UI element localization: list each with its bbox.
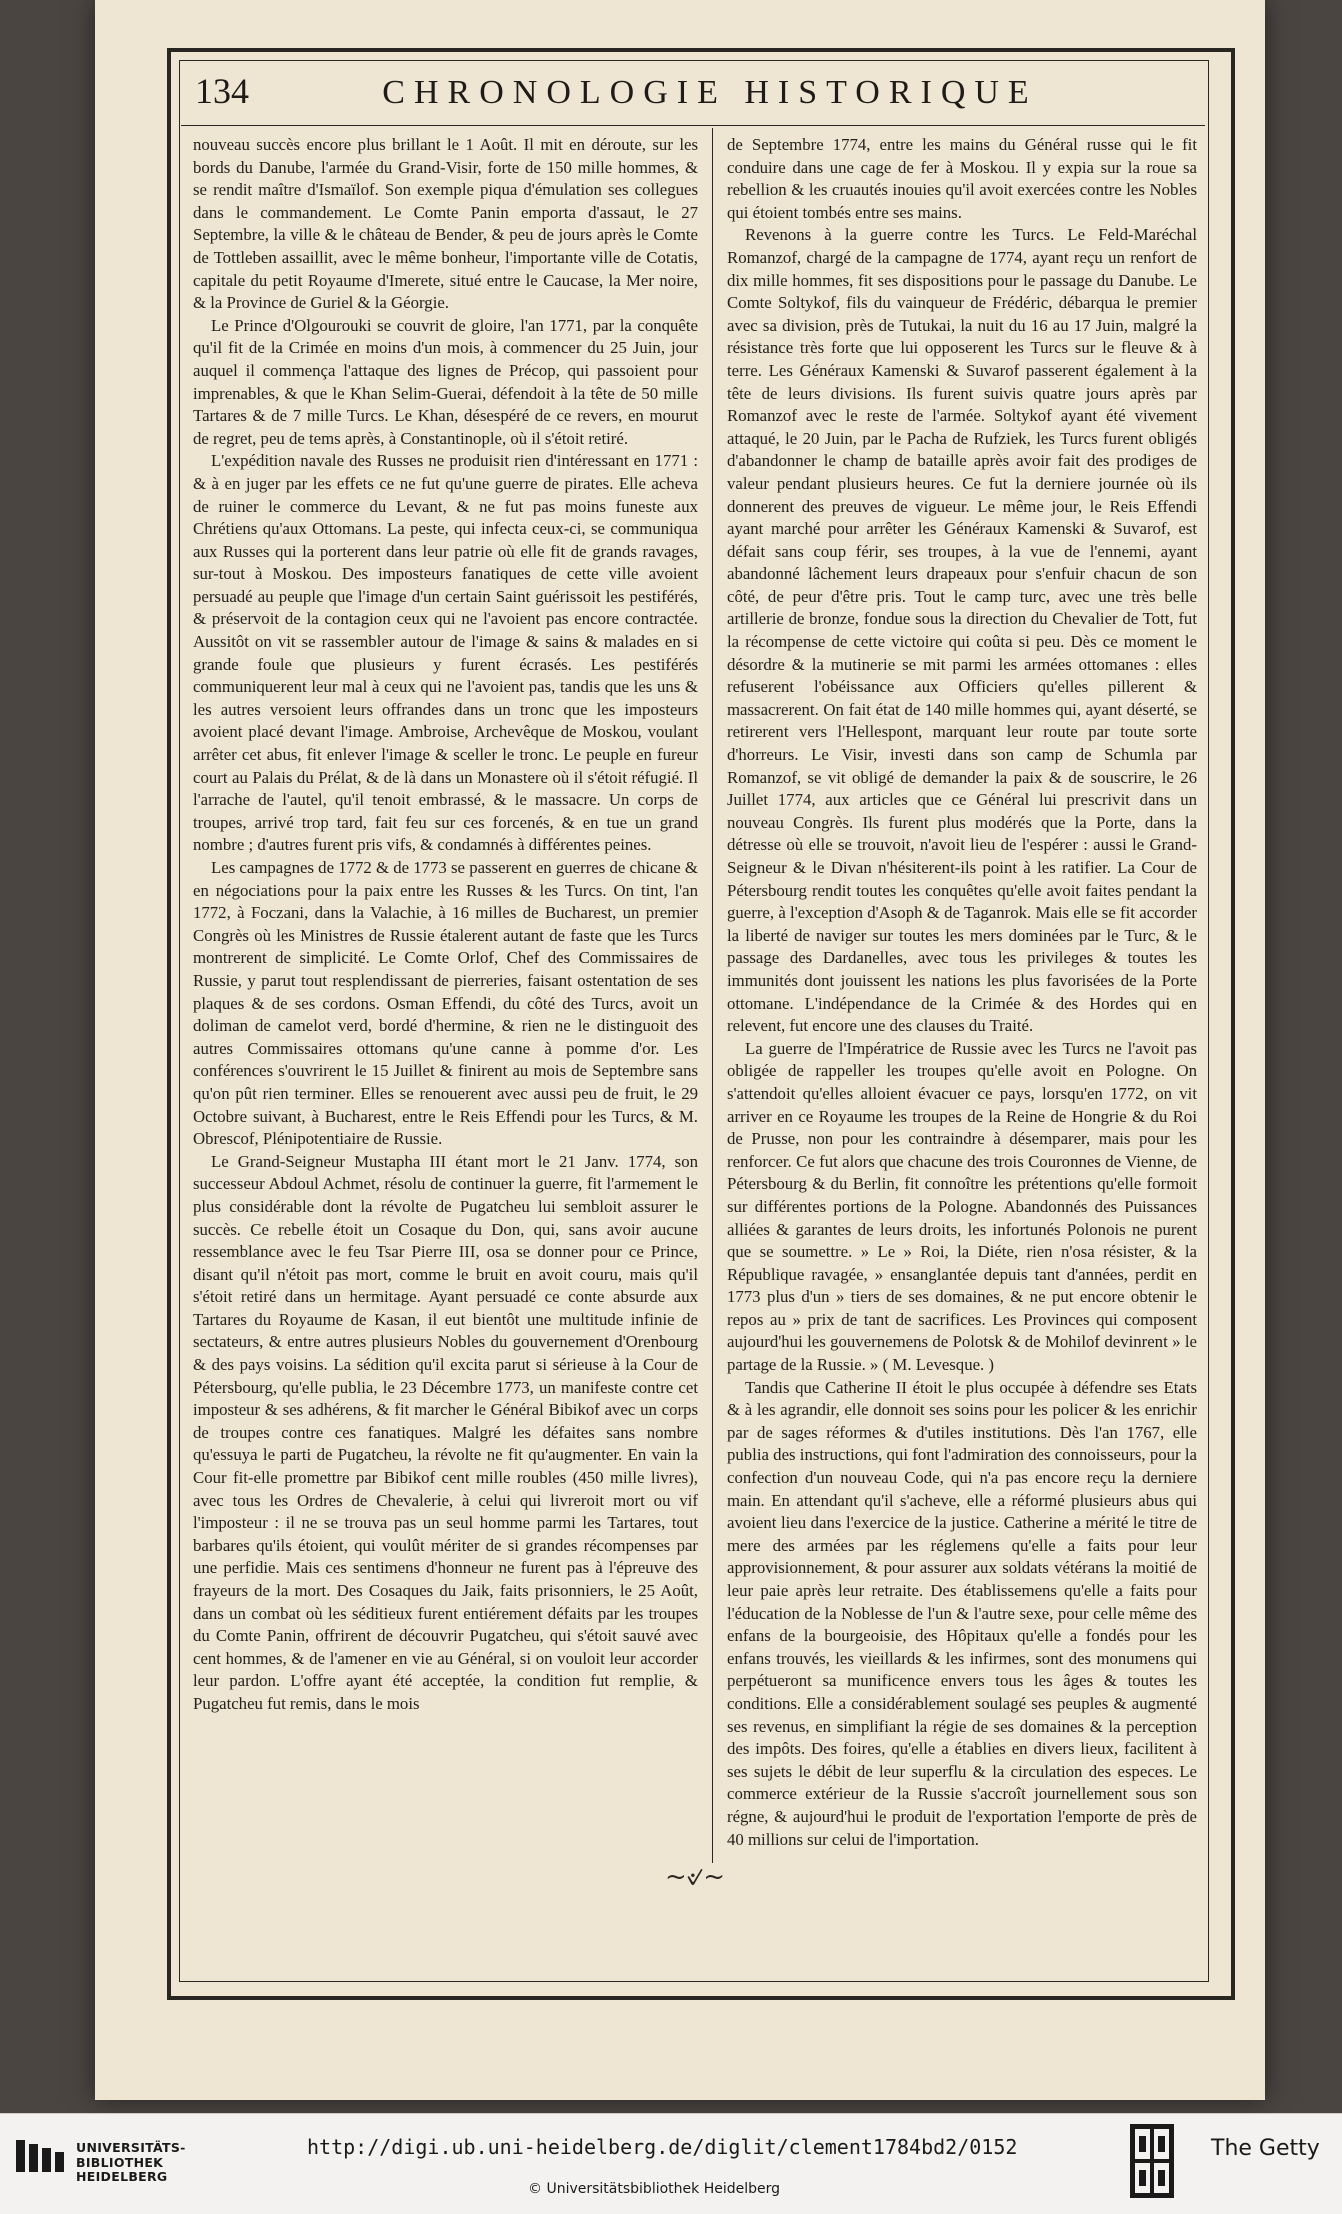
header-rule xyxy=(181,125,1205,126)
scanned-page xyxy=(95,0,1265,2100)
paragraph: L'expédition navale des Russes ne produisit rien d'intéressant en 1771 : & à en juger par les effets ce ne fut qu'une guerre de pirates. Elle acheva de ruiner le commerce du Levant, & ne fut pas moins funeste aux Chrétiens qu'aux Ottomans. La peste, qui infecta ceux-ci, se communiqua aux Russes qui la porterent dans leur patrie où elle fit de grands ravages, sur-tout à Moskou. Des imposteurs fanatiques de cette ville avoient persuadé au peuple que l'image d'un certain Saint guérissoit les pestiférés, & préservoit de la contagion ceux qui ne l'avoient pas encore contractée. Aussitôt on vit se rassembler autour de l'image & sains & malades en si grande foule que plusieurs y furent écrasés. Les pestiférés communiquerent leur mal à ceux qui ne l'avoient pas, tandis que les uns & les autres versoient leurs offrandes dans un tronc que les imposteurs avoient placé devant l'image. Ambroise, Archevêque de Moskou, voulant arrêter cet abus, fit enlever l'image & sceller le tronc. Le peuple en fureur court au Palais du Prélat, & de là dans un Monastere où il s'étoit réfugié. Il l'arrache de l'autel, qu'il tenoit embrassé, & le massacre. Un corps de troupes, arrivé trop tard, fait feu sur ces forcenés, & en tue un grand nombre ; d'autres furent pris vifs, & condamnés à différentes peines. xyxy=(193,451,698,855)
running-head: CHRONOLOGIE HISTORIQUE xyxy=(382,74,1038,111)
paragraph: nouveau succès encore plus brillant le 1 Août. Il mit en déroute, sur les bords du Danube, l'armée du Grand-Visir, forte de 150 mille hommes, & se rendit maître d'Ismaïlof. Son exemple piqua d'émulation ses collegues dans le commandement. Le Comte Panin emporta d'assaut, le 27 Septembre, la ville & le château de Bender, & peu de jours après le Comte de Tottleben assaillit, avec le même bonheur, l'importante ville de Cotatis, capitale du petit Royaume d'Imerete, situé entre le Caucase, la Mer noire, & la Province de Guriel & la Géorgie. xyxy=(193,135,698,313)
left-column xyxy=(193,134,698,1716)
getty-logo-icon xyxy=(1130,2124,1174,2198)
university-library-logo-icon xyxy=(14,2136,70,2176)
document-permalink[interactable]: http://digi.ub.uni-heidelberg.de/diglit/clement1784bd2/0152 xyxy=(307,2135,1018,2159)
paragraph: Le Grand-Seigneur Mustapha III étant mort le 21 Janv. 1774, son successeur Abdoul Achmet, résolu de continuer la guerre, fit l'armement le plus considérable dont la révolte de Pugatcheu lui sembloit assurer le succès. Ce rebelle étoit un Cosaque du Don, qui, sans avoir aucune ressemblance avec le feu Tsar Pierre III, osa se donner pour ce Prince, disant qu'il n'étoit pas mort, comme le bruit en avoit couru, mais qu'il s'étoit retiré dans un hermitage. Ayant persuadé ce conte absurde aux Tartares du Royaume de Kasan, il eut bientôt une multitude infinie de sectateurs, & entre autres plusieurs Nobles du gouvernement d'Orenbourg & des pays voisins. La sédition qu'il excita parut si sérieuse à la Cour de Pétersbourg, qu'elle publia, le 23 Décembre 1773, un manifeste contre cet imposteur & ses adhérens, & fit marcher le Général Bibikof avec un corps de troupes contre ces fanatiques. Malgré les défaites sans nombre qu'essuya le parti de Pugatcheu, la révolte ne fit qu'augmenter. En vain la Cour fit-elle promettre par Bibikof cent mille roubles (450 mille livres), avec tous les Ordres de Chevalerie, à celui qui livreroit mort ou vif l'imposteur : il ne se trouva pas un seul homme parmi les Tartares, tout barbares qu'ils étoient, qui voulût mériter de si grandes récompenses par une perfidie. Mais ces sentimens d'honneur ne furent pas à l'épreuve des frayeurs de la mort. Des Cosaques du Jaik, faits prisonniers, le 25 Août, dans un combat où les séditieux furent entiérement défaits par les troupes du Comte Panin, offrirent de découvrir Pugatcheu, qui s'étoit sauvé avec cent hommes, & de l'amener en vie au Général, si on vouloit leur accorder leur pardon. L'offre ayant été acceptée, la condition fut remplie, & Pugatcheu fut remis, dans le mois xyxy=(193,1151,698,1713)
paragraph: Revenons à la guerre contre les Turcs. Le Feld-Maréchal Romanzof, chargé de la campagne de 1774, ayant reçu un renfort de dix mille hommes, fit ses dispositions pour le passage du Danube. Le Comte Soltykof, fils du vainqueur de Frédéric, débarqua le premier avec sa division, près de Tutukai, la nuit du 16 au 17 Juin, malgré la résistance très forte que lui opposerent les Turcs sur le fleuve & à terre. Les Généraux Kamenski & Suvarof passerent également à la tête de leurs divisions. Ils furent suivis quatre jours après par Romanzof avec le reste de l'armée. Soltykof ayant été vivement attaqué, le 20 Juin, par le Pacha de Rufziek, les Turcs furent obligés d'abandonner le champ de bataille après avoir fait des prodiges de valeur pendant plusieurs heures. Ce fut la derniere journée où ils donnerent des preuves de vigueur. Le même jour, le Reis Effendi ayant marché pour arrêter les Généraux Kamenski & Suvarof, est défait sans coup férir, ses troupes, à la vue de l'ennemi, ayant abandonné lâchement leurs drapeaux pour s'enfuir chacun de son côté, de peur d'être pris. Tout le camp turc, avec une très belle artillerie de bronze, fondue sous la direction du Chevalier de Tott, fut la récompense de cette victoire qui coûta si peu. Dès ce moment le désordre & la mutinerie se mit parmi les armées ottomanes : elles refuserent l'obéissance aux Officiers qu'elles pillerent & massacrerent. On fait état de 140 mille hommes qui, ayant déserté, se retirerent vers l'Hellespont, marquant leur route par toute sorte d'horreurs. Le Visir, investi dans son camp de Schumla par Romanzof, se vit obligé de demander la paix & de souscrire, le 26 Juillet 1774, aux articles que ce Général lui prescrivit dans un nouveau Congrès. Ils furent plus modérés que la Porte, dans la détresse où elle se trouvoit, n'avoit lieu de l'espérer : aussi le Grand-Seigneur & le Divan n'hésiterent-ils point à les ratifier. La Cour de Pétersbourg rendit toutes les conquêtes qu'elle avoit faites pendant la guerre, à l'exception d'Asoph & de Taganrok. Mais elle se fit accorder la liberté de naviger sur toutes les mers dominées par le Turc, & le passage des Dardanelles, avec tous les privileges & toutes les immunités dont jouissent les nations les plus favorisées de la Porte ottomane. L'indépendance de la Crimée & des Hordes qui en relevent, fut encore une des clauses du Traité. xyxy=(727,225,1197,1036)
copyright-notice: © Universitätsbibliothek Heidelberg xyxy=(528,2181,781,2197)
institution-line: HEIDELBERG xyxy=(76,2169,168,2184)
paragraph: Les campagnes de 1772 & de 1773 se passerent en guerres de chicane & en négociations pour la paix entre les Russes & les Turcs. On tint, l'an 1772, à Foczani, dans la Valachie, à 16 milles de Bucharest, un premier Congrès où les Ministres de Russie étalerent autant de faste que les Turcs montrerent de simplicité. Le Comte Orlof, Chef des Commissaires de Russie, y parut tout resplendissant de pierreries, faisant ostentation de ses plaques & de ses cordons. Osman Effendi, du côté des Turcs, avoit un doliman de camelot verd, bordé d'hermine, & rien ne le distinguoit des autres Commissaires ottomans qu'une canne à pomme d'or. Les conférences s'ouvrirent le 15 Juillet & finirent au mois de Septembre sans qu'on pût rien terminer. Elles se renouerent avec aussi peu de fruit, le 29 Octobre suivant, à Bucharest, entre le Reis Effendi pour les Turcs, & M. Obrescof, Plénipotentiaire de Russie. xyxy=(193,858,698,1149)
paragraph: La guerre de l'Impératrice de Russie avec les Turcs ne l'avoit pas obligée de rappeller les troupes qu'elle avoit en Pologne. On s'attendoit qu'elles alloient évacuer ce pays, lorsqu'en 1772, on vit arriver en ce Royaume les troupes de la Reine de Hongrie & du Roi de Prusse, non pour les contraindre à désemparer, mais pour les renforcer. Ce fut alors que chacune des trois Couronnes de Vienne, de Pétersbourg & du Berlin, fit connoître les prétentions qu'elle formoit sur différentes portions de la Pologne. Abandonnés des Puissances alliées & garantes de leurs droits, les infortunés Polonois ne purent que se soumettre. » Le » Roi, la Diéte, rien n'osa résister, & la République ravagée, » ensanglantée depuis tant d'années, perdit en 1773 plus d'un » tiers de ses domaines, & ne put encore obtenir le repos au » prix de tant de sacrifices. Les Provinces qui composent aujourd'hui les gouvernemens de Polotsk & de Mohilof devinrent » le partage de la Russie. » ( M. Levesque. ) xyxy=(727,1038,1197,1375)
page-number: 134 xyxy=(195,71,249,111)
right-column xyxy=(727,134,1197,1851)
viewer-footer xyxy=(0,2113,1342,2214)
institution-line: UNIVERSITÄTS- xyxy=(76,2140,186,2155)
paragraph: de Septembre 1774, entre les mains du Général russe qui le fit conduire dans une cage de fer à Moskou. Il y expia sur la roue sa rebellion & les cruautés inouies qu'il avoit exercées contre les Nobles qui étoient tombés entre ses mains. xyxy=(727,135,1197,222)
column-divider xyxy=(712,128,713,1863)
institution-line: BIBLIOTHEK xyxy=(76,2154,164,2170)
end-ornament: ~୰~ xyxy=(664,1862,726,1892)
institution-name xyxy=(76,2141,186,2185)
paragraph: Le Prince d'Olgourouki se couvrit de gloire, l'an 1771, par la conquête qu'il fit de la Crimée en moins d'un mois, à commencer du 25 Juin, jour auquel il commença l'attaque des lignes de Précop, qui passoient pour imprenables, & que le Khan Selim-Guerai, défendoit à la tête de 50 mille Tartares & de 7 mille Turcs. Le Khan, désespéré de ce revers, en mourut de regret, peu de tems après, à Constantinople, où il s'étoit retiré. xyxy=(193,315,698,448)
paragraph: Tandis que Catherine II étoit le plus occupée à défendre ses Etats & à les agrandir, elle donnoit ses soins pour les policer & les enrichir par de sages réformes & d'utiles institutions. Dès l'an 1767, elle publia des instructions, qui font l'admiration des connoisseurs, pour la confection d'un nouveau Code, qui n'a pas encore reçu la derniere main. En attendant qu'il s'acheve, elle a réformé plusieurs abus qui avoient lieu dans l'exercice de la justice. Catherine a mérité le titre de mere des armées par les réglemens qu'elle a faits pour leur approvisionnement, & pour assurer aux soldats vétérans la moitié de leur paie après leur retraite. Des établissemens qu'elle a faits pour l'éducation de la Noblesse de l'un & l'autre sexe, pour celle même des enfans de la bourgeoisie, des Hôpitaux qu'elle a fondés pour les enfans trouvés, les vieillards & les infirmes, sont des monumens qui perpétueront sa munificence envers tous les âges & toutes les conditions. Elle a considérablement soulagé ses peuples & augmenté ses revenus, en simplifiant la régie de ses domaines & la perception des impôts. Des foires, qu'elle a établies en divers lieux, facilitent à ses sujets le débit de leur superflu & la circulation des especes. Le commerce extérieur de la Russie s'accroît journellement sous son régne, & aujourd'hui le produit de l'exportation l'emporte de près de 40 millions sur celui de l'importation. xyxy=(727,1377,1197,1849)
partner-name: The Getty xyxy=(1211,2136,1320,2161)
